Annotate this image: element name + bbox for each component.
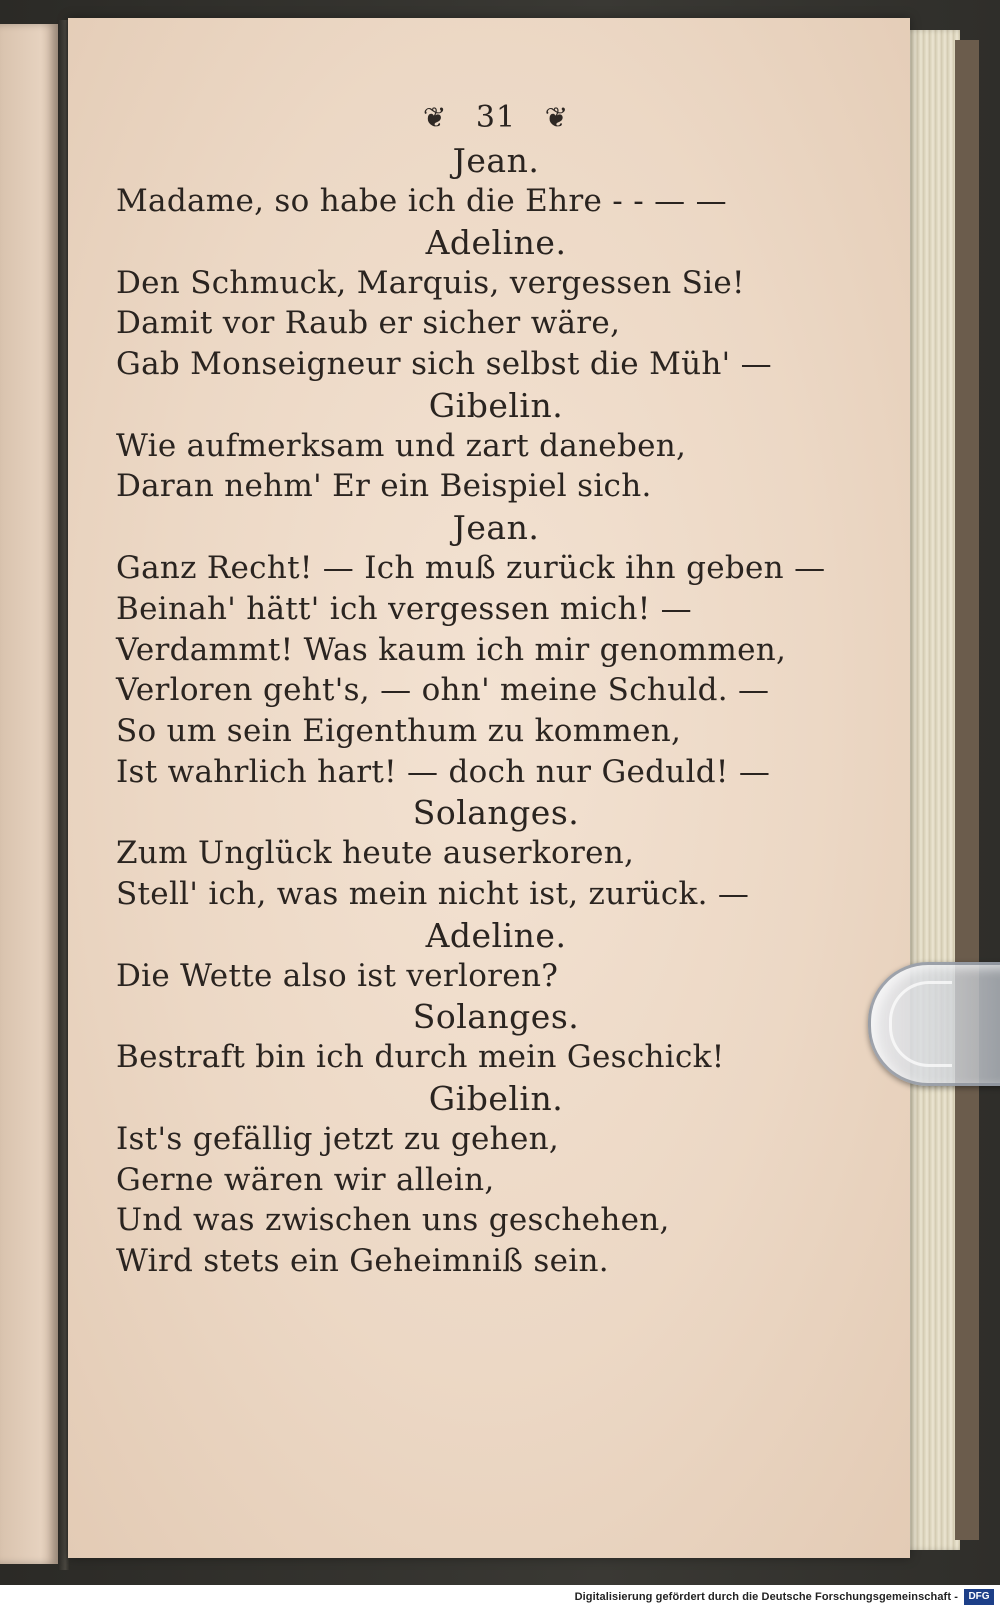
speaker-name: Adeline. [425, 915, 567, 955]
speaker-name: Solanges. [412, 793, 580, 833]
verse-line: Bestraft bin ich durch mein Geschick! [116, 1039, 725, 1076]
verse-line: Ganz Recht! — Ich muß zurück ihn geben — [116, 550, 826, 587]
dfg-logo: DFG [964, 1589, 994, 1605]
speaker-name: Gibelin. [428, 385, 564, 425]
verse-line: Verloren geht's, — ohn' meine Schuld. — [116, 672, 770, 709]
verse-line: Beinah' hätt' ich vergessen mich! — [116, 590, 692, 627]
dialogue-block [116, 222, 876, 385]
verse-line: So um sein Eigenthum zu kommen, [116, 712, 682, 749]
verse-line: Gerne wären wir allein, [116, 1161, 495, 1198]
dialogue-text [116, 140, 876, 1282]
page-number: 31 [475, 100, 517, 135]
verse-line: Ist's gefällig jetzt zu gehen, [116, 1121, 560, 1157]
verse-line: Die Wette also ist verloren? [116, 957, 559, 994]
verse-line: Den Schmuck, Marquis, vergessen Sie! [116, 264, 745, 301]
speaker-name: Jean. [452, 508, 540, 548]
verse-line: Stell' ich, was mein nicht ist, zurück. — [116, 875, 750, 912]
footer-bar [0, 1585, 1000, 1610]
dialogue-block [116, 1078, 876, 1282]
page-content [116, 96, 876, 1282]
verse-line: Damit vor Raub er sicher wäre, [116, 305, 621, 342]
dialogue-block [116, 996, 876, 1078]
verse-line: Madame, so habe ich die Ehre - - — — [116, 183, 727, 219]
dialogue-block [116, 140, 876, 222]
page-clip [868, 962, 1000, 1086]
verse-line: Wie aufmerksam und zart daneben, [116, 427, 687, 464]
ornament-left-icon: ❦ [422, 101, 448, 134]
digitization-credit: Digitalisierung gefördert durch die Deutsche Forschungsgemeinschaft - [574, 1591, 958, 1603]
speaker-name: Gibelin. [428, 1079, 564, 1118]
verse-line: Daran nehm' Er ein Beispiel sich. [116, 468, 652, 505]
dialogue-block [116, 507, 876, 792]
dialogue-block [116, 792, 876, 914]
dialogue-block [116, 385, 876, 507]
cover-edge [955, 40, 979, 1540]
speaker-name: Solanges. [412, 997, 580, 1037]
book-page [68, 18, 910, 1558]
verse-line: Und was zwischen uns geschehen, [116, 1202, 670, 1239]
verse-line: Zum Unglück heute auserkoren, [116, 835, 635, 872]
speaker-name: Jean. [452, 141, 540, 180]
dialogue-block [116, 915, 876, 997]
facing-page-edge [0, 24, 58, 1564]
verse-line: Verdammt! Was kaum ich mir genommen, [116, 631, 787, 668]
verse-line: Gab Monseigneur sich selbst die Müh' — [116, 346, 772, 383]
clip-highlight [889, 981, 952, 1067]
speaker-name: Adeline. [425, 222, 567, 262]
verse-line: Wird stets ein Geheimniß sein. [116, 1243, 609, 1280]
page-header [116, 96, 876, 140]
verse-line: Ist wahrlich hart! — doch nur Geduld! — [116, 753, 771, 790]
ornament-right-icon: ❦ [544, 101, 570, 134]
